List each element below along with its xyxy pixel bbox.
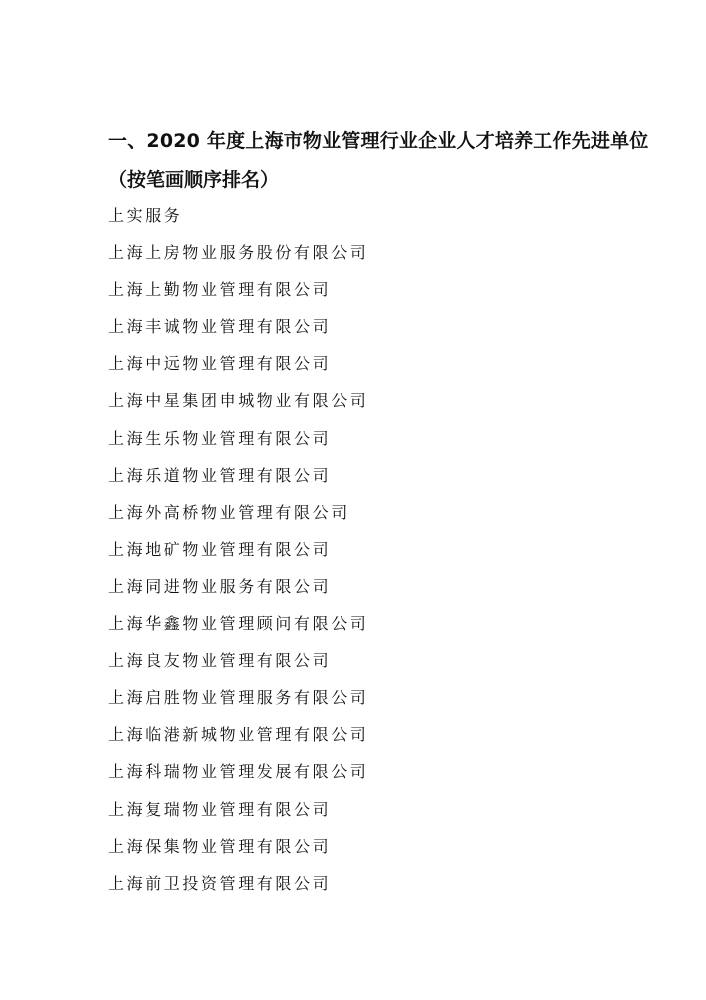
company-item: 上海保集物业管理有限公司 bbox=[108, 836, 332, 856]
company-item: 上海良友物业管理有限公司 bbox=[108, 651, 332, 671]
company-item: 上实服务 bbox=[108, 206, 183, 225]
company-item: 上海华鑫物业管理顾问有限公司 bbox=[108, 614, 369, 634]
company-item: 上海上勤物业管理有限公司 bbox=[108, 280, 332, 300]
company-item: 上海乐道物业管理有限公司 bbox=[108, 465, 332, 485]
section-heading: 一、2020 年度上海市物业管理行业企业人才培养工作先进单位 bbox=[108, 130, 649, 152]
company-item: 上海复瑞物业管理有限公司 bbox=[108, 799, 332, 819]
company-item: 上海中星集团申城物业有限公司 bbox=[108, 391, 369, 411]
company-item: 上海丰诚物业管理有限公司 bbox=[108, 317, 332, 337]
company-item: 上海同进物业服务有限公司 bbox=[108, 576, 332, 596]
company-item: 上海上房物业服务股份有限公司 bbox=[108, 243, 369, 263]
company-item: 上海中远物业管理有限公司 bbox=[108, 354, 332, 374]
company-item: 上海科瑞物业管理发展有限公司 bbox=[108, 762, 369, 782]
company-item: 上海临港新城物业管理有限公司 bbox=[108, 725, 369, 745]
company-item: 上海生乐物业管理有限公司 bbox=[108, 428, 332, 448]
company-item: 上海启胜物业管理服务有限公司 bbox=[108, 688, 369, 708]
company-item: 上海地矿物业管理有限公司 bbox=[108, 539, 332, 559]
company-item: 上海外高桥物业管理有限公司 bbox=[108, 502, 350, 522]
ordering-note: （按笔画顺序排名） bbox=[108, 169, 280, 191]
company-list bbox=[108, 202, 368, 907]
company-item: 上海前卫投资管理有限公司 bbox=[108, 873, 332, 893]
